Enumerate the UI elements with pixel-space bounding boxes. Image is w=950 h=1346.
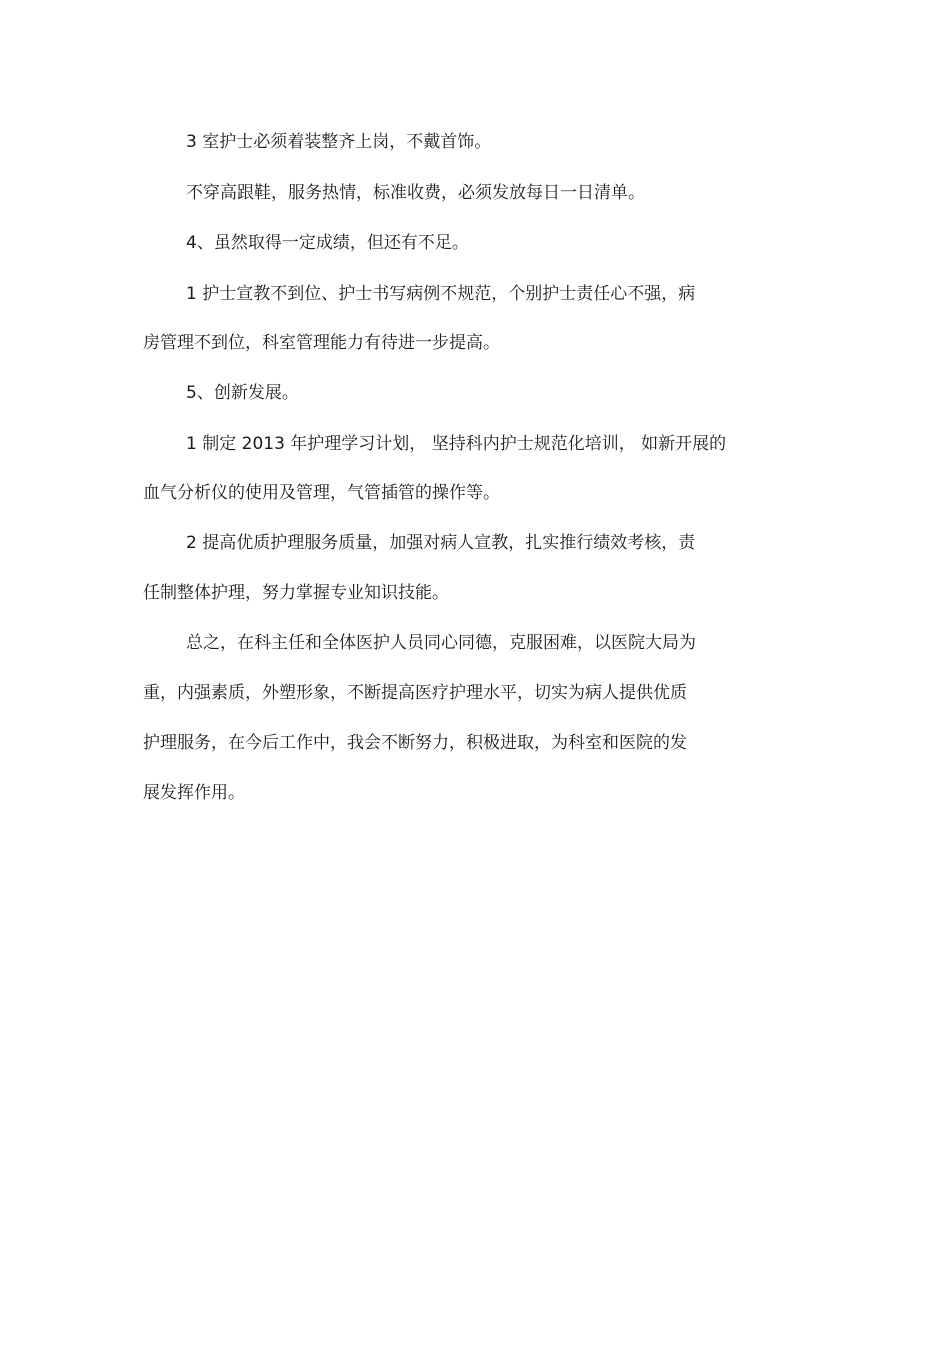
section-heading-4: 4、虽然取得一定成绩，但还有不足。 bbox=[186, 233, 469, 253]
paragraph-shortcomings-line-2: 房管理不到位，科室管理能力有待进一步提高。 bbox=[143, 333, 500, 353]
section-heading-5: 5、创新发展。 bbox=[186, 383, 299, 403]
paragraph-conclusion-line-2: 重，内强素质，外塑形象，不断提高医疗护理水平，切实为病人提供优质 bbox=[143, 683, 687, 703]
paragraph-training-plan-line-1: 1 制定 2013 年护理学习计划， 坚持科内护士规范化培训， 如新开展的 bbox=[186, 434, 727, 454]
paragraph-service-quality-line-1: 2 提高优质护理服务质量，加强对病人宣教，扎实推行绩效考核，责 bbox=[186, 533, 696, 553]
paragraph-conclusion-line-3: 护理服务，在今后工作中，我会不断努力，积极进取，为科室和医院的发 bbox=[143, 733, 687, 753]
paragraph-conclusion-line-4: 展发挥作用。 bbox=[143, 783, 245, 803]
paragraph-training-plan-line-2: 血气分析仪的使用及管理，气管插管的操作等。 bbox=[143, 483, 500, 503]
paragraph-shoes-service-line-1: 不穿高跟鞋，服务热情，标准收费，必须发放每日一日清单。 bbox=[186, 183, 645, 203]
paragraph-dress-code-line-1: 3 室护士必须着装整齐上岗，不戴首饰。 bbox=[186, 132, 492, 152]
paragraph-conclusion-line-1: 总之，在科主任和全体医护人员同心同德，克服困难，以医院大局为 bbox=[186, 633, 696, 653]
paragraph-shortcomings-line-1: 1 护士宣教不到位、护士书写病例不规范，个别护士责任心不强，病 bbox=[186, 284, 696, 304]
paragraph-service-quality-line-2: 任制整体护理，努力掌握专业知识技能。 bbox=[143, 583, 449, 603]
